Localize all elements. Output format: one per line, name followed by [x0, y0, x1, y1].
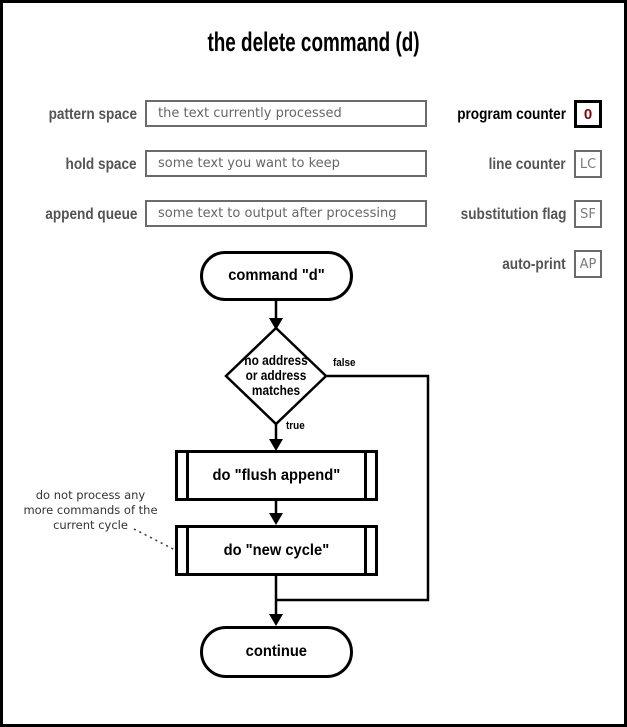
- program-counter-value: 0: [583, 105, 593, 123]
- pattern-space-value: the text currently processed: [158, 106, 342, 121]
- page-title: [0, 27, 627, 58]
- arrowhead-into-end: [269, 614, 283, 626]
- hold-space-label: [0, 156, 137, 174]
- line-counter-box: [574, 150, 602, 178]
- cycle-annotation: [8, 488, 173, 533]
- new-cycle-process-node: [175, 525, 378, 576]
- append-queue-label: [0, 206, 137, 224]
- program-counter-box: [574, 100, 602, 128]
- append-queue-label-text: append queue: [44, 206, 137, 223]
- append-queue-value: some text to output after processing: [158, 206, 397, 221]
- flush-append-label: do "flush append": [212, 466, 341, 484]
- end-node-label: continue: [245, 643, 308, 660]
- flowchart-start-node: [200, 251, 353, 301]
- substitution-flag-label: [330, 206, 566, 224]
- true-branch-label: [286, 420, 307, 432]
- page-title-text: the delete command (d): [207, 27, 420, 57]
- false-branch-label: [333, 357, 358, 369]
- new-cycle-label: do "new cycle": [223, 541, 330, 559]
- substitution-flag-value: SF: [580, 206, 596, 222]
- arrowhead-into-process2: [269, 513, 283, 525]
- arrowhead-into-decision: [269, 318, 283, 330]
- annotation-line-2: more commands of the: [23, 503, 158, 517]
- line-counter-label: [330, 156, 566, 174]
- auto-print-label-text: auto-print: [502, 256, 566, 273]
- decision-line-1: no address: [244, 353, 308, 368]
- line-counter-value: LC: [579, 156, 597, 172]
- program-counter-label: [330, 106, 566, 124]
- auto-print-value: AP: [579, 256, 597, 272]
- auto-print-label: [330, 256, 566, 274]
- decision-line-2: or address: [245, 368, 307, 383]
- pattern-space-label: [0, 106, 137, 124]
- decision-line-3: matches: [251, 383, 301, 398]
- hold-space-value: some text you want to keep: [158, 156, 340, 171]
- line-counter-label-text: line counter: [488, 156, 566, 173]
- auto-print-box: [574, 250, 602, 278]
- decision-node-text: [221, 353, 331, 398]
- start-node-label: command "d": [228, 267, 325, 284]
- substitution-flag-label-text: substitution flag: [460, 206, 566, 223]
- annotation-line-3: current cycle: [53, 518, 128, 532]
- flowchart-end-node: [200, 626, 353, 678]
- true-branch-label-text: true: [286, 420, 305, 432]
- flush-append-process-node: [175, 450, 378, 501]
- false-branch-label-text: false: [333, 357, 356, 369]
- pattern-space-label-text: pattern space: [48, 106, 137, 123]
- substitution-flag-box: [574, 200, 602, 228]
- hold-space-label-text: hold space: [65, 156, 137, 173]
- program-counter-label-text: program counter: [457, 106, 566, 123]
- annotation-line-1: do not process any: [35, 488, 146, 502]
